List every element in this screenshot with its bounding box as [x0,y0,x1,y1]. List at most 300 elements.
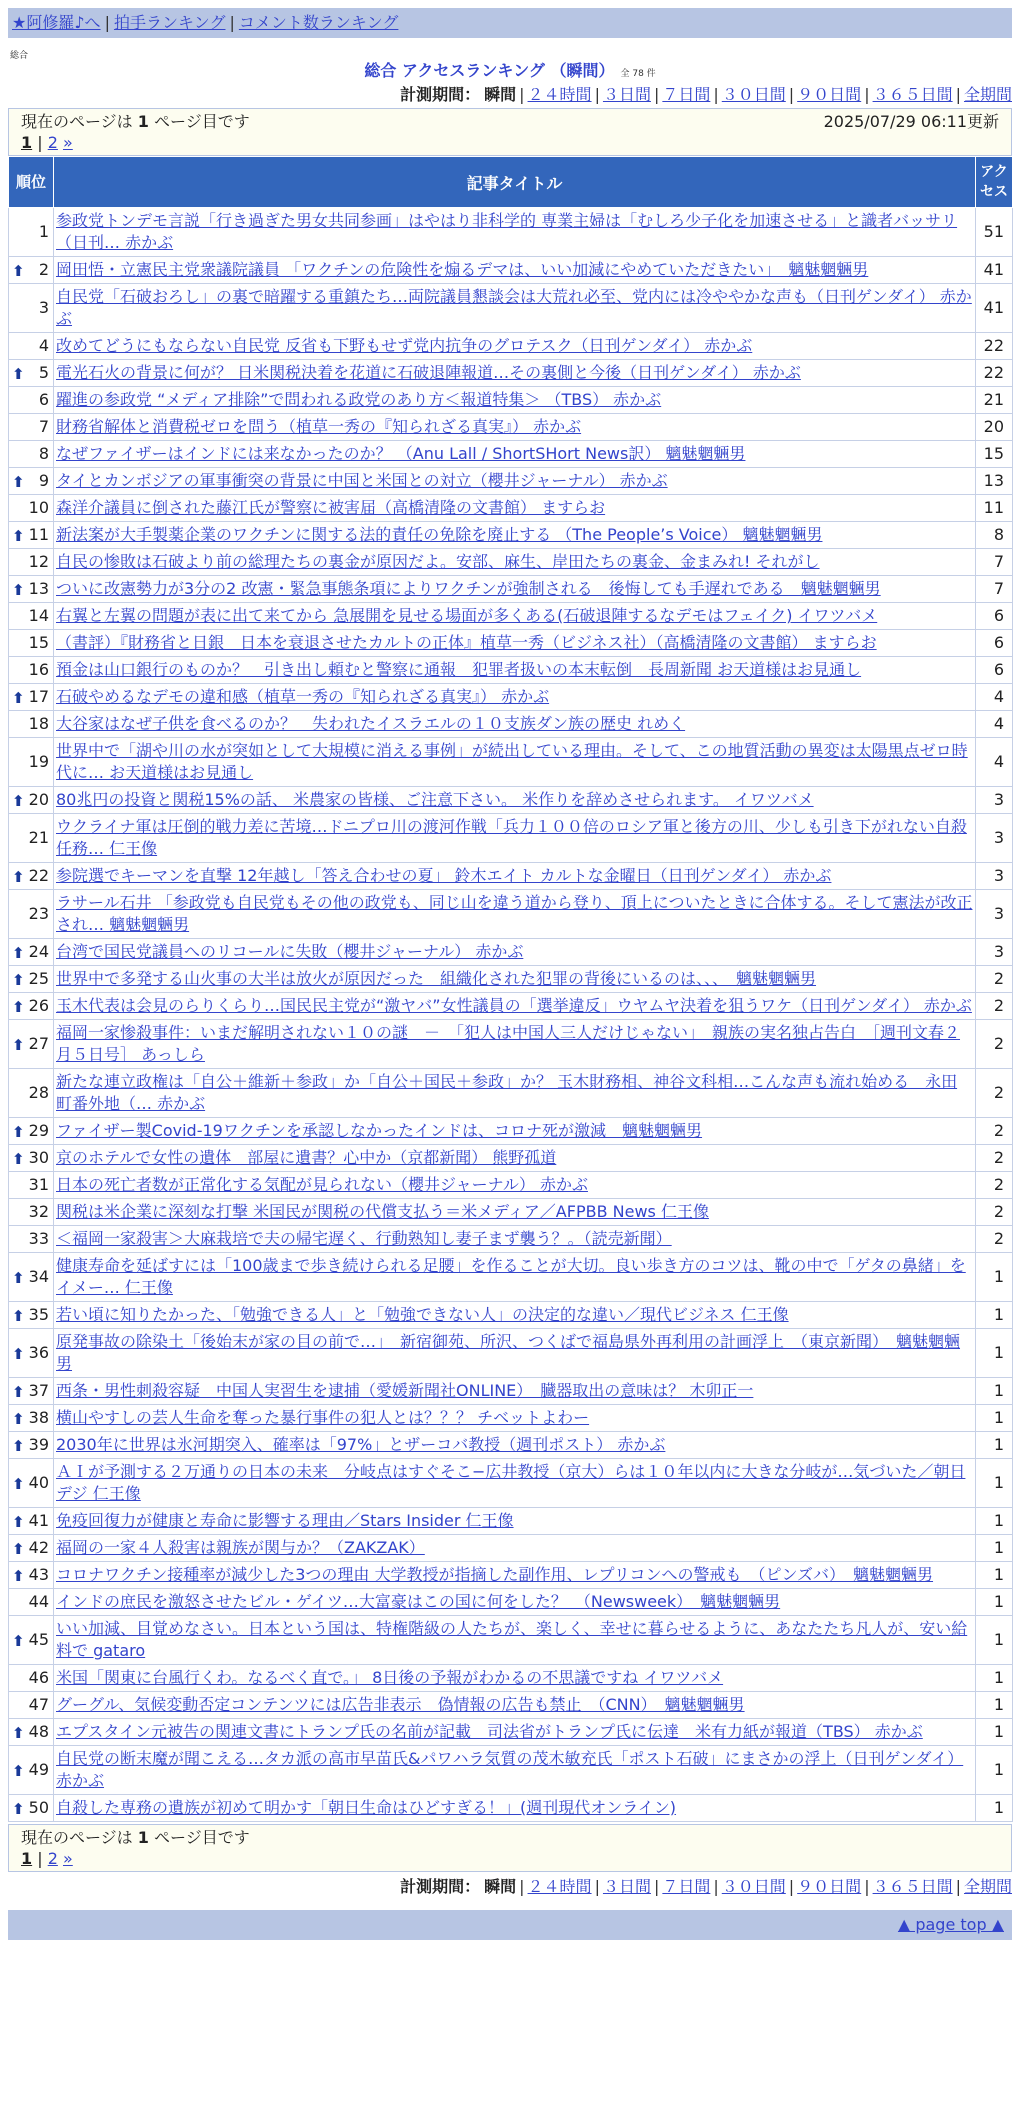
article-link[interactable]: 台湾で国民党議員へのリコールに失敗（櫻井ジャーナル） 赤かぶ [56,942,524,961]
title-cell [54,495,976,522]
access-count: 2 [976,1145,1013,1172]
rank-cell [9,1692,54,1719]
period-365d-bottom[interactable]: ３６５日間 [872,1877,953,1896]
access-count: 7 [976,576,1013,603]
article-link[interactable]: 預金は山口銀行のものか？ 引き出し頼むと警察に通報 犯罪者扱いの本末転倒 長周新聞 お天道様はお見通し [56,660,862,679]
rank-number: 9 [38,471,49,490]
rank-cell [9,1562,54,1589]
table-row [9,522,1013,549]
access-count: 3 [976,939,1013,966]
rank-cell [9,1172,54,1199]
title-cell [54,387,976,414]
access-count: 6 [976,603,1013,630]
article-link[interactable]: 電光石火の背景に何が？ 日米関税決着を花道に石破退陣報道…その裏側と今後（日刊ゲンダイ） 赤かぶ [56,363,801,382]
article-link[interactable]: 関税は米企業に深刻な打撃 米国民が関税の代償支払う＝米メディア／AFPBB News 仁王像 [56,1202,709,1221]
access-count: 1 [976,1746,1013,1795]
table-row [9,738,1013,787]
up-arrow-icon: ⬆ [12,1123,25,1141]
title-cell [54,1172,976,1199]
rank-number: 23 [28,904,49,923]
article-link[interactable]: 健康寿命を延ばすには「100歳まで歩き続けられる足腰」を作ることが大切。良い歩き方のコツは、靴の中で「ゲタの鼻緒」をイメー… 仁王像 [56,1256,966,1297]
rank-number: 10 [28,498,49,517]
rank-number: 34 [28,1267,49,1286]
title-cell [54,1562,976,1589]
access-count: 3 [976,863,1013,890]
table-row [9,1616,1013,1665]
up-arrow-icon: ⬆ [12,1513,25,1531]
table-header-row [9,157,1013,208]
pager-link-2[interactable]: 2 [47,133,58,152]
article-link[interactable]: 新法案が大手製薬企業のワクチンに関する法的責任の免除を廃止する （The People’s Voice） 魑魅魍魎男 [56,525,823,544]
title-cell [54,284,976,333]
period-24h[interactable]: ２４時間 [527,85,592,104]
article-link[interactable]: 岡田悟・立憲民主党衆議院議員 「ワクチンの危険性を煽るデマは、いい加減にやめていただきたい」 魑魅魍魎男 [56,260,869,279]
rank-cell [9,1508,54,1535]
access-count: 41 [976,284,1013,333]
article-link[interactable]: 西条・男性刺殺容疑 中国人実習生を逮捕（愛媛新聞社ONLINE） 臓器取出の意味は？ 木卯正一 [56,1381,754,1400]
rank-number: 48 [28,1722,49,1741]
table-row [9,1405,1013,1432]
item-count: 全 78 件 [620,69,656,79]
access-count: 4 [976,684,1013,711]
title-cell [54,863,976,890]
rank-cell [9,738,54,787]
article-link[interactable]: 京のホテルで女性の遺体 部屋に遺書？心中か（京都新聞） 熊野孤道 [56,1148,557,1167]
title-cell [54,939,976,966]
title-cell [54,1405,976,1432]
top-nav [8,8,1012,38]
rank-number: 36 [28,1343,49,1362]
title-cell [54,684,976,711]
up-arrow-icon: ⬆ [12,998,25,1016]
article-link[interactable]: 世界中で「湖や川の水が突如として大規模に消える事例」が続出している理由。そして、この地質活動の異変は太陽黒点ゼロ時代に… お天道様はお見通し [56,741,968,782]
table-row [9,1069,1013,1118]
period-current: 瞬間 [484,85,517,104]
rank-number: 40 [28,1473,49,1492]
access-count: 11 [976,495,1013,522]
col-rank: 順位 [9,157,54,208]
access-count: 1 [976,1562,1013,1589]
col-access: アクセス [976,157,1013,208]
title-cell [54,1692,976,1719]
table-row [9,495,1013,522]
access-count: 51 [976,208,1013,257]
article-link[interactable]: ついに改憲勢力が3分の2 改憲・緊急事態条項によりワクチンが強制される 後悔しても手遅れである 魑魅魍魎男 [56,579,881,598]
article-link[interactable]: 原発事故の除染土「後始末が家の目の前で…」 新宿御苑、所沢、つくばで福島県外再利用の計画浮上 （東京新聞） 魑魅魍魎男 [56,1332,961,1373]
col-title: 記事タイトル [54,157,976,208]
access-count: 1 [976,1253,1013,1302]
title-cell [54,787,976,814]
access-count: 2 [976,1172,1013,1199]
table-row [9,1692,1013,1719]
access-count: 22 [976,360,1013,387]
up-arrow-icon: ⬆ [12,1410,25,1428]
access-count: 21 [976,387,1013,414]
period-label: 計測期間： [400,85,481,104]
up-arrow-icon: ⬆ [12,1567,25,1585]
article-link[interactable]: 財務省解体と消費税ゼロを問う（植草一秀の『知られざる真実』） 赤かぶ [56,417,582,436]
up-arrow-icon: ⬆ [12,1345,25,1363]
article-link[interactable]: 参政党トンデモ言説「行き過ぎた男女共同参画」はやはり非科学的 専業主婦は「むしろ少子化を加速させる」と識者バッサリ（日刊… 赤かぶ [56,211,958,252]
period-24h-bottom[interactable]: ２４時間 [527,1877,592,1896]
rank-cell [9,711,54,738]
access-count: 1 [976,1665,1013,1692]
rank-number: 2 [38,260,49,279]
title-cell [54,360,976,387]
article-link[interactable]: 新たな連立政権は「自公＋維新＋参政」か「自公＋国民＋参政」か？ 玉木財務相、神谷文科相…こんな声も流れ始める 永田町番外地（… 赤かぶ [56,1072,958,1113]
table-row [9,549,1013,576]
rank-number: 16 [28,660,49,679]
pager-next[interactable]: » [62,133,73,152]
rank-number: 35 [28,1305,49,1324]
access-count: 41 [976,257,1013,284]
title-cell [54,1616,976,1665]
period-30d[interactable]: ３０日間 [721,85,786,104]
access-count: 3 [976,787,1013,814]
rank-cell [9,1616,54,1665]
rank-cell [9,1118,54,1145]
article-link[interactable]: 参院選でキーマンを直撃 12年越し「答え合わせの夏」 鈴木エイト カルトな金曜日（日刊ゲンダイ） 赤かぶ [56,866,832,885]
rank-cell [9,1302,54,1329]
article-link[interactable]: 自民党の断末魔が聞こえる…タカ派の高市早苗氏&パワハラ気質の茂木敏充氏「ポスト石破」にまさかの浮上（日刊ゲンダイ） 赤かぶ [56,1749,964,1790]
article-link[interactable]: 福岡一家惨殺事件：いまだ解明されない１０の謎 － 「犯人は中国人三人だけじゃない」 親族の実名独占告白 ［週刊文春２月５日号］ あっしら [56,1023,961,1064]
up-arrow-icon: ⬆ [12,689,25,707]
title-cell [54,1432,976,1459]
article-link[interactable]: 横山やすしの芸人生命を奪った暴行事件の犯人とは？？？ チベットよわー [56,1408,590,1427]
access-count: 8 [976,522,1013,549]
table-row [9,1795,1013,1822]
access-count: 1 [976,1405,1013,1432]
title-cell [54,630,976,657]
rank-number: 4 [38,336,49,355]
rank-cell [9,284,54,333]
title-cell [54,1118,976,1145]
rank-cell [9,1405,54,1432]
up-arrow-icon: ⬆ [12,1036,25,1054]
rank-number: 49 [28,1760,49,1779]
title-cell [54,257,976,284]
article-link[interactable]: 改めてどうにもならない自民党 反省も下野もせず党内抗争のグロテスク（日刊ゲンダイ） 赤かぶ [56,336,753,355]
rank-cell [9,414,54,441]
title-cell [54,657,976,684]
title-cell [54,333,976,360]
rank-number: 27 [28,1034,49,1053]
article-link[interactable]: グーグル、気候変動否定コンテンツには広告非表示 偽情報の広告も禁止 （CNN） 魑魅魍魎男 [56,1695,745,1714]
current-page-text-bottom: 現在のページは 1 ページ目です [21,1828,250,1847]
rank-cell [9,684,54,711]
table-row [9,333,1013,360]
title-cell [54,549,976,576]
title-cell [54,441,976,468]
up-arrow-icon: ⬆ [12,365,25,383]
table-row [9,1508,1013,1535]
table-row [9,576,1013,603]
period-selector-bottom: 計測期間： 瞬間 | ２４時間 | ３日間 | ７日間 | ３０日間 | ９０日間 | ３６５日間 | 全期間 [400,1877,1012,1896]
title-cell [54,1329,976,1378]
table-row [9,1172,1013,1199]
rank-cell [9,993,54,1020]
rank-number: 26 [28,996,49,1015]
rank-number: 17 [28,687,49,706]
rank-number: 24 [28,942,49,961]
rank-number: 11 [28,525,49,544]
rank-number: 6 [38,390,49,409]
article-link[interactable]: コロナワクチン接種率が減少した3つの理由 大学教授が指摘した副作用、レプリコンへの警戒も （ピンズバ） 魑魅魍魎男 [56,1565,934,1584]
article-link[interactable]: 玉木代表は会見のらりくらり…国民民主党が“激ヤバ”女性議員の「選挙違反」ウヤムヤ決着を狙うワケ（日刊ゲンダイ） 赤かぶ [56,996,972,1015]
up-arrow-icon: ⬆ [12,971,25,989]
access-count: 1 [976,1459,1013,1508]
rank-number: 13 [28,579,49,598]
period-all[interactable]: 全期間 [963,85,1012,104]
period-3d-bottom[interactable]: ３日間 [602,1877,651,1896]
breadcrumb: 総合 [10,51,29,61]
rank-number: 46 [28,1668,49,1687]
table-row [9,993,1013,1020]
table-row [9,1118,1013,1145]
up-arrow-icon: ⬆ [12,792,25,810]
access-count: 1 [976,1692,1013,1719]
up-arrow-icon: ⬆ [12,473,25,491]
pager-current-1: 1 [21,133,33,152]
article-link[interactable]: 石破やめるなデモの違和感（植草一秀の『知られざる真実』） 赤かぶ [56,687,550,706]
table-row [9,1535,1013,1562]
access-count: 1 [976,1302,1013,1329]
current-page-text: 現在のページは 1 ページ目です [21,112,250,131]
table-row [9,630,1013,657]
article-link[interactable]: ウクライナ軍は圧倒的戦力差に苦境…ドニプロ川の渡河作戦「兵力１００倍のロシア軍と後方の川、少しも引き下がれない自殺任務… 仁王像 [56,817,967,858]
access-count: 20 [976,414,1013,441]
period-selector: 計測期間： 瞬間 | ２４時間 | ３日間 | ７日間 | ３０日間 | ９０日間 | ３６５日間 | 全期間 [400,85,1012,104]
rank-cell [9,603,54,630]
rank-number: 7 [38,417,49,436]
article-link[interactable]: ファイザー製Covid-19ワクチンを承認しなかったインドは、コロナ死が激減 魑魅魍魎男 [56,1121,703,1140]
article-link[interactable]: 森洋介議員に倒された藤江氏が警察に被害届（高橋清隆の文書館） ますらお [56,498,606,517]
rank-number: 8 [38,444,49,463]
period-7d-bottom[interactable]: ７日間 [662,1877,711,1896]
rank-number: 14 [28,606,49,625]
period-90d[interactable]: ９０日間 [797,85,862,104]
rank-number: 37 [28,1381,49,1400]
article-link[interactable]: 自殺した専務の遺族が初めて明かす「朝日生命はひどすぎる！」(週刊現代オンライン) [56,1798,677,1817]
period-all-bottom[interactable]: 全期間 [963,1877,1012,1896]
page-info-bottom [8,1824,1012,1872]
rank-number: 47 [28,1695,49,1714]
page-title: 総合 アクセスランキング （瞬間） [364,61,615,80]
access-count: 22 [976,333,1013,360]
table-row [9,863,1013,890]
rank-cell [9,468,54,495]
rank-number: 22 [28,866,49,885]
rank-number: 45 [28,1630,49,1649]
rank-cell [9,966,54,993]
rank-cell [9,1746,54,1795]
table-row [9,1199,1013,1226]
link-clap-ranking[interactable]: 拍手ランキング [113,13,226,32]
up-arrow-icon: ⬆ [12,1724,25,1742]
rank-cell [9,1535,54,1562]
article-link[interactable]: タイとカンボジアの軍事衝突の背景に中国と米国との対立（櫻井ジャーナル） 赤かぶ [56,471,668,490]
table-row [9,1665,1013,1692]
title-cell [54,603,976,630]
rank-cell [9,1145,54,1172]
article-link[interactable]: エプスタイン元被告の関連文書にトランプ氏の名前が記載 司法省がトランプ氏に伝達 米有力紙が報道（TBS） 赤かぶ [56,1722,923,1741]
up-arrow-icon: ⬆ [12,868,25,886]
period-7d[interactable]: ７日間 [662,85,711,104]
rank-number: 18 [28,714,49,733]
article-link[interactable]: 大谷家はなぜ子供を食べるのか？ 失われたイスラエルの１０支族ダン族の歴史 れめく [56,714,686,733]
period-3d[interactable]: ３日間 [602,85,651,104]
table-row [9,387,1013,414]
rank-cell [9,814,54,863]
pager-link-2-bottom[interactable]: 2 [47,1849,58,1868]
article-link[interactable]: いい加減、目覚めなさい。日本という国は、特権階級の人たちが、楽しく、幸せに暮らせるように、あなたたち凡人が、安い給料で gataro [56,1619,968,1660]
article-link[interactable]: 米国「関東に台風行くわ。なるべく直で。」 8日後の予報がわかるの不思議ですね イワツバメ [56,1668,724,1687]
rank-number: 44 [28,1592,49,1611]
article-link[interactable]: ＜福岡一家殺害＞大麻栽培で夫の帰宅遅く、行動熟知し妻子まず襲う？。（読売新聞） [56,1229,672,1248]
title-cell [54,1253,976,1302]
rank-number: 3 [38,298,49,317]
rank-number: 39 [28,1435,49,1454]
period-90d-bottom[interactable]: ９０日間 [797,1877,862,1896]
page-title-block [8,60,1012,82]
article-link[interactable]: ラサール石井 「参政党も自民党もその他の政党も、同じ山を違う道から登り、頂上についたときに合体する。そして憲法が改正され… 魑魅魍魎男 [56,893,973,934]
access-count: 1 [976,1329,1013,1378]
rank-number: 1 [38,222,49,241]
table-row [9,711,1013,738]
rank-cell [9,441,54,468]
up-arrow-icon: ⬆ [12,944,25,962]
rank-cell [9,630,54,657]
table-row [9,684,1013,711]
table-row [9,1432,1013,1459]
table-row [9,657,1013,684]
table-row [9,1145,1013,1172]
period-30d-bottom[interactable]: ３０日間 [721,1877,786,1896]
rank-cell [9,1253,54,1302]
rank-number: 15 [28,633,49,652]
access-count: 1 [976,1535,1013,1562]
access-count: 4 [976,738,1013,787]
rank-cell [9,1719,54,1746]
title-cell [54,890,976,939]
title-cell [54,711,976,738]
table-row [9,284,1013,333]
rank-cell [9,1069,54,1118]
up-arrow-icon: ⬆ [12,1475,25,1493]
rank-cell [9,1199,54,1226]
up-arrow-icon: ⬆ [12,1383,25,1401]
rank-cell [9,360,54,387]
pager-next-bottom[interactable]: » [62,1849,73,1868]
rank-cell [9,522,54,549]
rank-number: 43 [28,1565,49,1584]
table-row [9,1378,1013,1405]
article-link[interactable]: 世界中で多発する山火事の大半は放火が原因だった 組織化された犯罪の背後にいるのは、、、 魑魅魍魎男 [56,969,817,988]
title-cell [54,1719,976,1746]
up-arrow-icon: ⬆ [12,1800,25,1818]
footer [8,1910,1012,1940]
rank-cell [9,1226,54,1253]
rank-cell [9,1589,54,1616]
rank-number: 21 [28,828,49,847]
table-row [9,1589,1013,1616]
article-link[interactable]: 福岡の一家４人殺害は親族が関与か？（ZAKZAK） [56,1538,425,1557]
table-row [9,360,1013,387]
article-link[interactable]: 80兆円の投資と関税15%の話、 米農家の皆様、ご注意下さい。 米作りを辞めさせられます。 イワツバメ [56,790,814,809]
page-top-link[interactable]: ▲ page top ▲ [897,1915,1004,1934]
article-link[interactable]: なぜファイザーはインドには来なかったのか？ （Anu Lall / ShortSHort News訳） 魑魅魍魎男 [56,444,746,463]
title-cell [54,414,976,441]
title-cell [54,1589,976,1616]
article-link[interactable]: 躍進の参政党 “メディア排除”で問われる政党のあり方＜報道特集＞ （TBS） 赤かぶ [56,390,662,409]
access-count: 6 [976,630,1013,657]
title-cell [54,993,976,1020]
link-comment-ranking[interactable]: コメント数ランキング [238,13,399,32]
article-link[interactable]: ＡＩが予測する２万通りの日本の未来 分岐点はすぐそこ−広井教授（京大）らは１０年以内に大きな分岐が…気づいた／朝日デジ 仁王像 [56,1462,966,1503]
rank-cell [9,1378,54,1405]
title-cell [54,1302,976,1329]
article-link[interactable]: 自民の惨敗は石破より前の総理たちの裏金が原因だよ。安部、麻生、岸田たちの裏金、金まみれ! それがし [56,552,820,571]
article-link[interactable]: 日本の死亡者数が正常化する気配が見られない（櫻井ジャーナル） 赤かぶ [56,1175,588,1194]
title-cell [54,1795,976,1822]
rank-cell [9,257,54,284]
table-row [9,1226,1013,1253]
access-count: 4 [976,711,1013,738]
link-asyura-home[interactable]: ★阿修羅♪へ [12,13,101,32]
access-count: 1 [976,1589,1013,1616]
title-cell [54,208,976,257]
article-link[interactable]: 2030年に世界は氷河期突入、確率は「97%」とザーコバ教授（週刊ポスト） 赤かぶ [56,1435,666,1454]
up-arrow-icon: ⬆ [12,1632,25,1650]
article-link[interactable]: 免疫回復力が健康と寿命に影響する理由／Stars Insider 仁王像 [56,1511,514,1530]
up-arrow-icon: ⬆ [12,1307,25,1325]
rank-cell [9,387,54,414]
table-row [9,1302,1013,1329]
up-arrow-icon: ⬆ [12,262,25,280]
rank-cell [9,1459,54,1508]
nav-separator: | [229,13,235,32]
article-link[interactable]: 右翼と左翼の問題が表に出て来てから 急展開を見せる場面が多くある(石破退陣するなデモはフェイク) イワツバメ [56,606,878,625]
table-row [9,1562,1013,1589]
article-link[interactable]: 自民党「石破おろし」の裏で暗躍する重鎮たち…両院議員懇談会は大荒れ必至、党内には冷ややかな声も（日刊ゲンダイ） 赤かぶ [56,287,972,328]
title-cell [54,1199,976,1226]
table-row [9,1020,1013,1069]
access-count: 1 [976,1719,1013,1746]
ranking-table [8,156,1013,1822]
access-count: 1 [976,1432,1013,1459]
article-link[interactable]: 若い頃に知りたかった、「勉強できる人」と「勉強できない人」の決定的な違い／現代ビジネス 仁王像 [56,1305,789,1324]
rank-number: 25 [28,969,49,988]
rank-number: 30 [28,1148,49,1167]
article-link[interactable]: （書評）『財務省と日銀 日本を衰退させたカルトの正体』植草一秀（ビジネス社）（高橋清隆の文書館） ますらお [56,633,877,652]
period-365d[interactable]: ３６５日間 [872,85,953,104]
access-count: 1 [976,1795,1013,1822]
up-arrow-icon: ⬆ [12,1269,25,1287]
access-count: 7 [976,549,1013,576]
updated-time: 2025/07/29 06:11更新 [823,112,999,131]
title-cell [54,814,976,863]
table-row [9,1253,1013,1302]
table-row [9,414,1013,441]
rank-cell [9,495,54,522]
rank-number: 31 [28,1175,49,1194]
access-count: 2 [976,1020,1013,1069]
rank-number: 19 [28,752,49,771]
ranking-body [9,208,1013,1822]
table-row [9,257,1013,284]
article-link[interactable]: インドの庶民を激怒させたビル・ゲイツ…大富豪はこの国に何をした？ （Newsweek） 魑魅魍魎男 [56,1592,781,1611]
rank-cell [9,863,54,890]
